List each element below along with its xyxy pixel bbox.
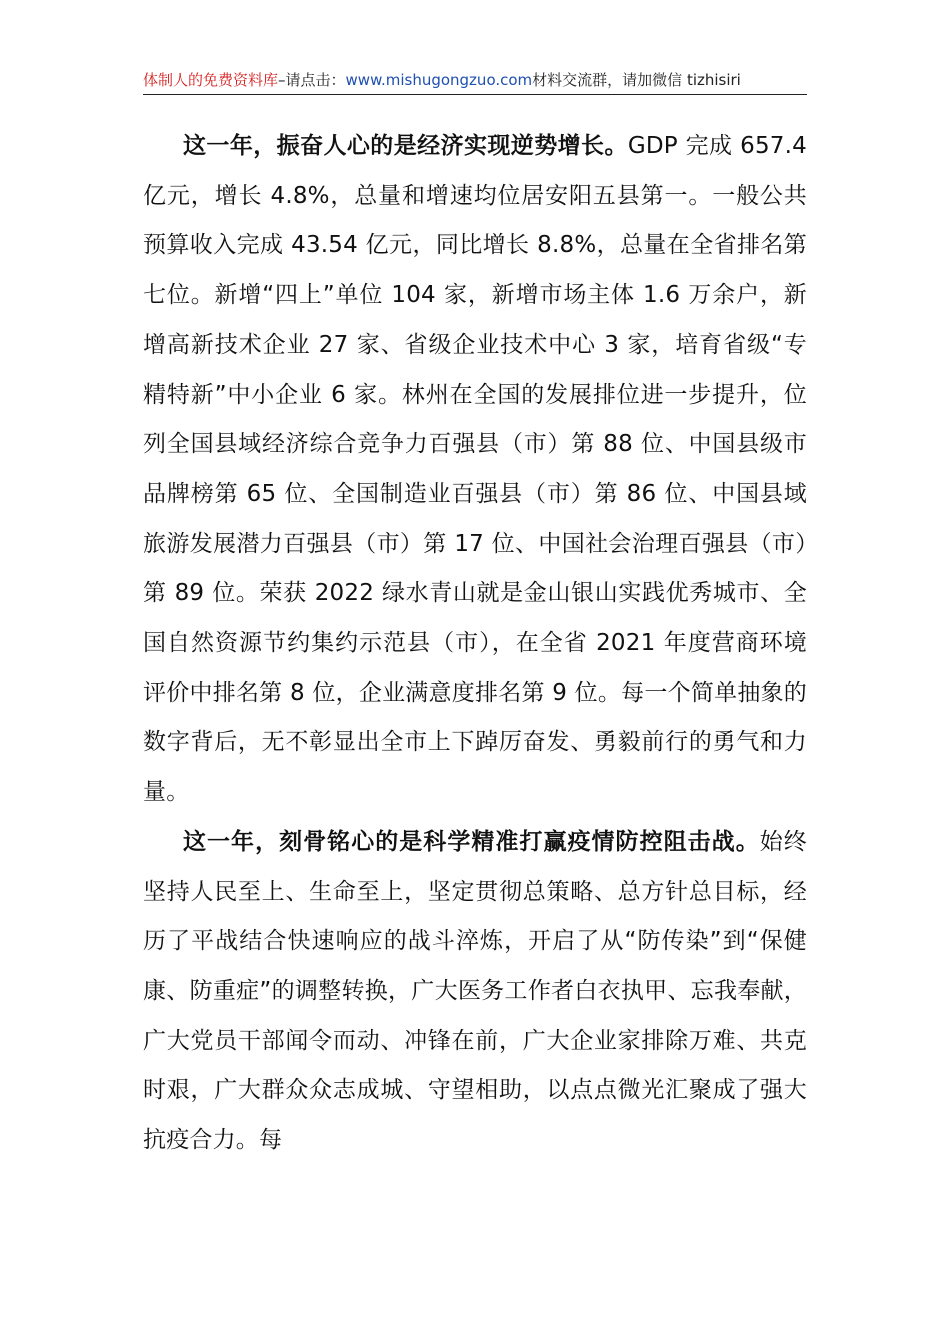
paragraph-lead: 这一年，刻骨铭心的是科学精准打赢疫情防控阻击战。 <box>183 828 760 855</box>
paragraph-epidemic <box>143 818 807 1166</box>
paragraph-text: GDP 完成 657.4 亿元，增长 4.8%，总量和增速均位居安阳五县第一。一般公共预算收入完成 43.54 亿元，同比增长 8.8%，总量在全省排名第七位。新增“四上”单位 104 家，新增市场主体 1.6 万余户，新增高新技术企业 27 家、省级企业技术中心 3 家，培育省级“专精特新”中小企业 6 家。林州在全国的发展排位进一步提升，位列全国县域经济综合竞争力百强县（市）第 88 位、中国县级市品牌榜第 65 位、全国制造业百强县（市）第 86 位、中国县域旅游发展潜力百强县（市）第 17 位、中国社会治理百强县（市）第 89 位。荣获 2022 绿水青山就是金山银山实践优秀城市、全国自然资源节约集约示范县（市），在全省 2021 年度营商环境评价中排名第 8 位，企业满意度排名第 9 位。每一个简单抽象的数字背后，无不彰显出全市上下踔厉奋发、勇毅前行的勇气和力量。 <box>143 133 807 806</box>
header-contact: 材料交流群，请加微信 tizhisiri <box>532 71 741 89</box>
header-brand: 体制人的免费资料库 <box>143 71 279 89</box>
document-body <box>143 122 807 1166</box>
document-header <box>143 68 807 95</box>
header-prompt: –请点击： <box>278 71 346 89</box>
header-link[interactable]: www.mishugongzuo.com <box>345 71 533 89</box>
paragraph-text: 始终坚持人民至上、生命至上，坚定贯彻总策略、总方针总目标，经历了平战结合快速响应的战斗淬炼，开启了从“防传染”到“保健康、防重症”的调整转换，广大医务工作者白衣执甲、忘我奉献，广大党员干部闻令而动、冲锋在前，广大企业家排除万难、共克时艰，广大群众众志成城、守望相助，以点点微光汇聚成了强大抗疫合力。每 <box>143 828 807 1154</box>
paragraph-lead: 这一年，振奋人心的是经济实现逆势增长。 <box>183 133 628 159</box>
paragraph-economy <box>143 122 807 818</box>
